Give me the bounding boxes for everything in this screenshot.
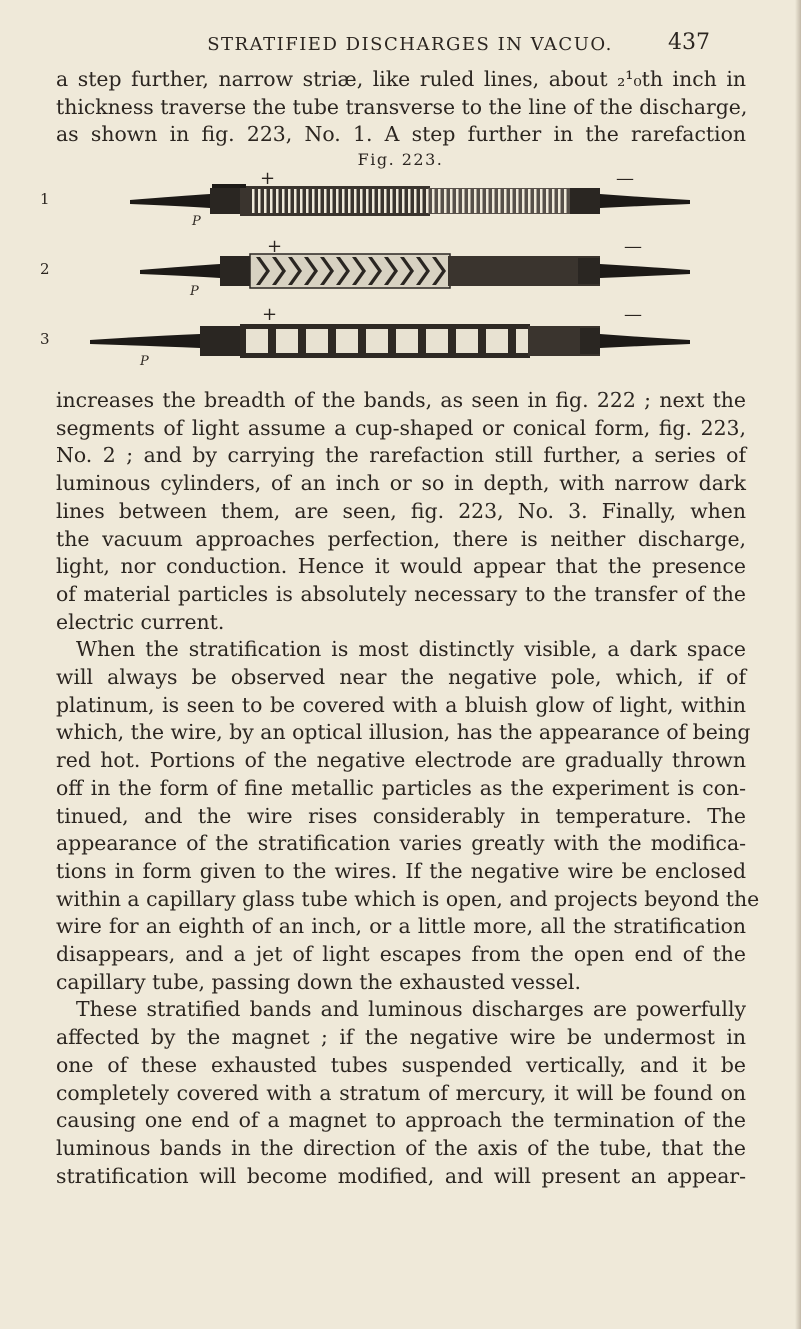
text-line: capillary tube, passing down the exhausted vessel. bbox=[56, 969, 581, 994]
page-number: 437 bbox=[668, 30, 710, 55]
figure-row-3 bbox=[40, 304, 760, 374]
text-line: the vacuum approaches perfection, there is neither discharge, bbox=[56, 526, 746, 551]
text-line: wire for an eighth of an inch, or a little more, all the stratification bbox=[56, 914, 746, 939]
figure-caption: Fig. 223. bbox=[357, 150, 444, 169]
text-line: a step further, narrow striæ, like ruled lines, about ₂¹₀th inch in bbox=[56, 67, 746, 91]
text-line: light, nor conduction. Hence it would appear that the presence bbox=[56, 554, 746, 579]
text-line: stratification will become modified, and will present an appear- bbox=[56, 1163, 746, 1188]
text-line: as shown in fig. 223, No. 1. A step further in the rarefaction bbox=[56, 122, 746, 147]
p-label: P bbox=[192, 214, 201, 229]
plus-sign: + bbox=[260, 168, 276, 189]
text-line: lines between them, are seen, fig. 223, No. 3. Finally, when bbox=[56, 498, 746, 523]
text-line: causing one end of a magnet to approach the termination of the bbox=[56, 1108, 746, 1133]
text-line: red hot. Portions of the negative electrode are gradually thrown bbox=[56, 748, 746, 773]
text-line: of material particles is absolutely necessary to the transfer of the bbox=[56, 581, 746, 606]
row-number: 1 bbox=[40, 190, 50, 208]
running-header bbox=[0, 30, 801, 58]
figure-row-2 bbox=[40, 236, 760, 304]
paragraph-main bbox=[56, 387, 760, 1190]
paragraph-top bbox=[56, 66, 746, 149]
text-line: which, the wire, by an optical illusion, has the appearance of being bbox=[56, 720, 751, 745]
text-line: affected by the magnet ; if the negative wire be undermost in bbox=[56, 1025, 746, 1050]
plus-sign: + bbox=[267, 236, 283, 257]
text-line: When the stratification is most distinctly visible, a dark space bbox=[76, 637, 746, 662]
figure-row-1 bbox=[40, 170, 760, 234]
text-line: appearance of the stratification varies greatly with the modifica- bbox=[56, 831, 746, 856]
text-line: segments of light assume a cup-shaped or conical form, fig. 223, bbox=[56, 415, 746, 440]
p-label: P bbox=[190, 284, 199, 299]
running-title: STRATIFIED DISCHARGES IN VACUO. bbox=[207, 34, 613, 55]
page-edge-shadow bbox=[795, 0, 801, 1329]
tube-2-illustration bbox=[40, 240, 760, 304]
text-line: electric current. bbox=[56, 609, 225, 634]
text-line: completely covered with a stratum of mercury, it will be found on bbox=[56, 1080, 746, 1105]
text-line: These stratified bands and luminous discharges are powerfully bbox=[76, 997, 746, 1022]
text-line: No. 2 ; and by carrying the rarefaction still further, a series of bbox=[56, 443, 746, 468]
text-line: tinued, and the wire rises considerably in temperature. The bbox=[56, 803, 746, 828]
figure-223 bbox=[40, 170, 760, 384]
row-number: 2 bbox=[40, 260, 50, 278]
minus-sign: — bbox=[624, 236, 642, 257]
text-line: luminous bands in the direction of the axis of the tube, that the bbox=[56, 1135, 746, 1160]
text-line: tions in form given to the wires. If the negative wire be enclosed bbox=[56, 858, 746, 883]
minus-sign: — bbox=[624, 304, 642, 325]
text-line: increases the breadth of the bands, as seen in fig. 222 ; next the bbox=[56, 388, 746, 412]
p-label: P bbox=[140, 354, 149, 369]
row-number: 3 bbox=[40, 330, 50, 348]
text-line: off in the form of fine metallic particles as the experiment is con- bbox=[56, 775, 746, 800]
text-line: thickness traverse the tube transverse to the line of the discharge, bbox=[56, 94, 748, 119]
tube-1-illustration bbox=[40, 170, 760, 234]
text-line: platinum, is seen to be covered with a bluish glow of light, within bbox=[56, 692, 746, 717]
text-line: will always be observed near the negative pole, which, if of bbox=[56, 665, 746, 690]
text-line: one of these exhausted tubes suspended vertically, and it be bbox=[56, 1052, 746, 1077]
text-line: disappears, and a jet of light escapes from the open end of the bbox=[56, 942, 746, 967]
minus-sign: — bbox=[616, 168, 634, 189]
text-line: luminous cylinders, of an inch or so in depth, with narrow dark bbox=[56, 471, 746, 496]
plus-sign: + bbox=[262, 304, 278, 325]
text-line: within a capillary glass tube which is open, and projects beyond the bbox=[56, 886, 760, 911]
